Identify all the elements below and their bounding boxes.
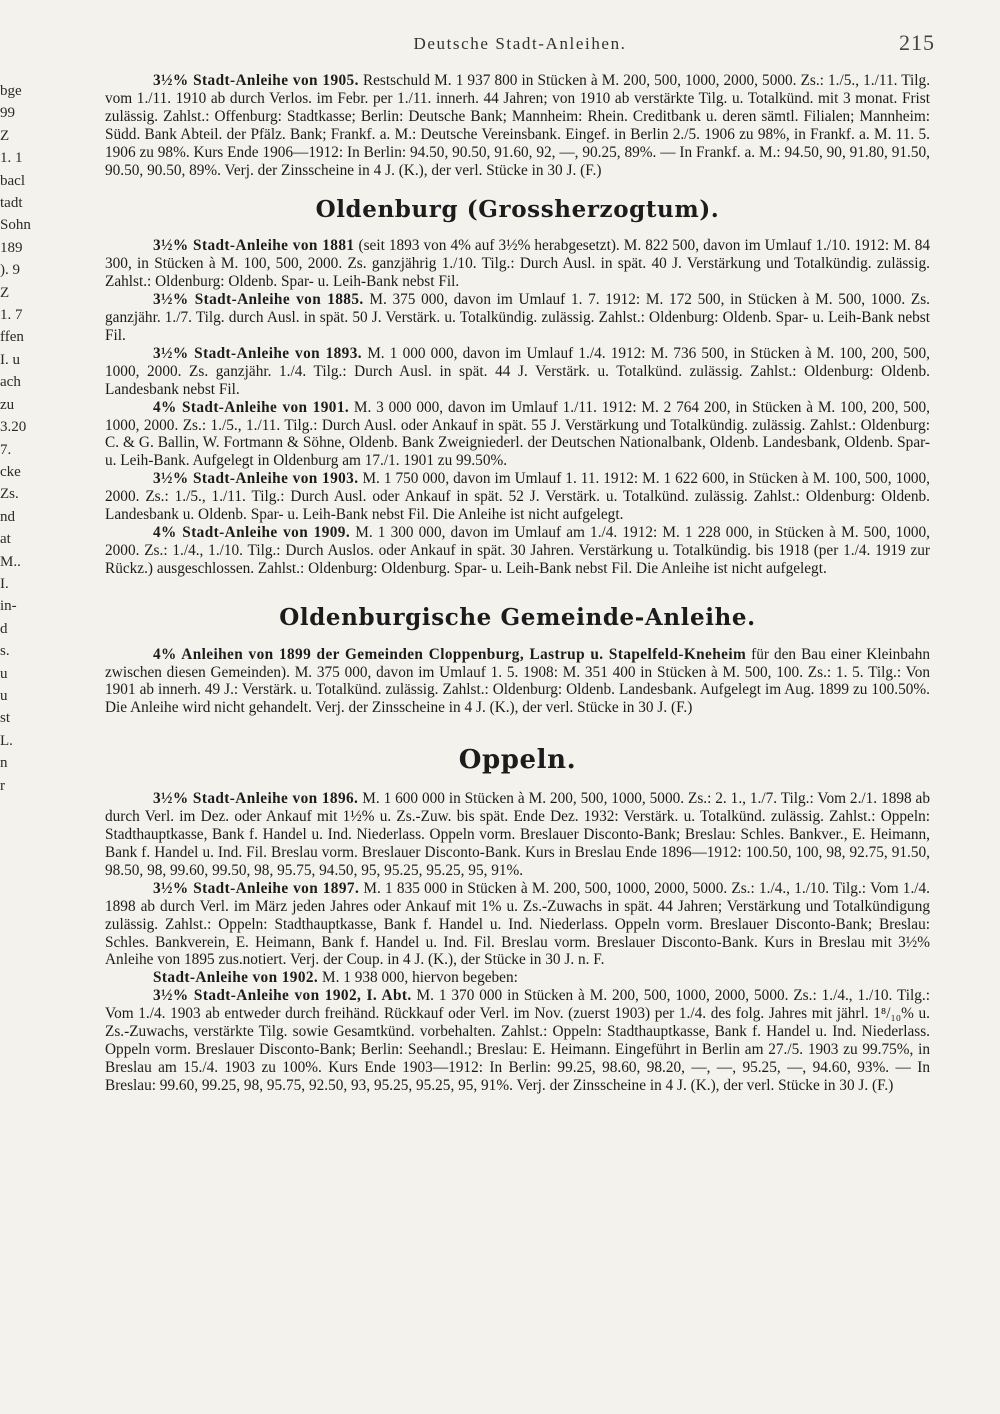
gutter-line: bge	[0, 83, 22, 99]
gutter-line: bacl	[0, 172, 25, 189]
gutter-line: ffen	[0, 329, 24, 346]
entry-title: 3½% Stadt-Anleihe von 1905.	[153, 72, 359, 89]
gutter-line: in-	[0, 598, 17, 615]
entry-text: M. 1 750 000, davon im Umlauf 1. 11. 1912: M. 1 622 600, in Stücken à M. 100, 500, 1000, 2000. Zs.: 1./5., 1./11. Tilg.: Durch Ausl. oder Ankauf in spät. 52 J. Verstärk. u. Totalkünd. zulässig. Zahlst.: Oldenburg: Oldenb. Landesbank u. Oldenb. Spar- u. Leih-Bank nebst Fil. Die Anleihe ist nicht aufgelegt.	[105, 470, 931, 524]
gutter-line: ach	[0, 374, 21, 391]
gutter-line: d	[0, 620, 8, 637]
entry-text: M. 1 835 000 in Stücken à M. 200, 500, 1000, 2000, 5000. Zs.: 1./4., 1./10. Tilg.: Vom 1./4. 1898 ab durch Verl. im März jeden Jahres oder Ankauf mit 1% u. Zs.-Zuwachs in spät. 44 Jahren; Verstärkung und Totalkündigung zulässig. Zahlst.: Oppeln: Stadthauptkasse, Bank f. Handel u. Ind. Niederlass. Oppeln vorm. Breslauer Disconto-Bank; Breslau: Schles. Bankverein, E. Heimann, Bank f. Handel u. Ind. Fil. Breslau vorm. Breslauer Disconto-Bank. Kurs in Breslau mit 3½% Anleihe von 1895 zus.notiert. Verj. der Coup. in 4 J. (K.), der Stücke in 30 J. n. F.	[105, 879, 931, 969]
entry-oldenburg-1909	[105, 524, 930, 578]
gutter-line: r	[0, 777, 5, 794]
entry-oppeln-1902-abt1	[105, 987, 930, 1094]
gutter-line: 1. 1	[0, 150, 23, 167]
entry-oldenburg-1901	[105, 399, 930, 471]
page-body	[105, 72, 930, 1095]
entry-oppeln-1902	[105, 969, 930, 987]
entry-title: 4% Stadt-Anleihe von 1909.	[153, 523, 351, 541]
entry-text: für den Bau einer Kleinbahn zwischen diesen Gemeinden). M. 375 000, davon im Umlauf 1. 5. 1908: M. 351 400 in Stücken à M. 500, 100. Zs.: 1. 5. Tilg.: Von 1901 ab innerh. 49 J.: Verstärk. u. Totalkünd. zulässig. Zahlst.: Oldenburg: Oldenb. Landesbank. Aufgelegt im Aug. 1899 zu 100.50%. Die Anleihe wird nicht gehandelt. Verj. der Zinsscheine in 4 J. (K.), der verl. Stücke in 30 J. (F.)	[105, 645, 931, 717]
entry-title: 3½% Stadt-Anleihe von 1902, I. Abt.	[153, 987, 412, 1005]
section-heading-oldenburg: Oldenburg (Grossherzogtum).	[315, 196, 720, 224]
entry-text: M. 1 300 000, davon im Umlauf am 1./4. 1912: M. 1 228 000, in Stücken à M. 500, 1000, 2000. Zs.: 1./4., 1./10. Tilg.: Durch Auslos. oder Ankauf in spät. 30 Jahren. Verstärkung u. Totalkündig. bis 1918 (per 1./4. 1919 zur Rückz.) ausgeschlossen. Zahlst.: Oldenburg: Oldenburg. Spar- u. Leih-Bank nebst Fil. Die Anleihe ist nicht aufgelegt.	[105, 523, 930, 577]
gutter-line: st	[0, 710, 11, 727]
gutter-line: cke	[0, 463, 21, 480]
gutter-line: Z	[0, 284, 10, 301]
gutter-line: 1. 7	[0, 307, 23, 324]
gutter-line: zu	[0, 396, 15, 413]
entry-title: 3½% Stadt-Anleihe von 1893.	[153, 344, 363, 362]
entry-title: 3½% Stadt-Anleihe von 1903.	[153, 470, 359, 488]
entry-title: 4% Stadt-Anleihe von 1901.	[153, 398, 350, 416]
gutter-line: 7.	[0, 441, 12, 458]
entry-text: (seit 1893 von 4% auf 3½% herabgesetzt). M. 822 500, davon im Umlauf 1./10. 1912: M. 84 300, in Stücken à M. 100, 500, 2000. Zs. ganzjährig 1./10. Tilg.: Durch Ausl. in spät. 40 J. Verstärkung und Totalkündig. zulässig. Zahlst.: Oldenburg: Oldenb. Spar- u. Leih-Bank nebst Fil.	[105, 237, 930, 291]
section-heading-gemeinde: Oldenburgische Gemeinde-Anleihe.	[279, 603, 756, 631]
entry-oldenburg-1881	[105, 237, 930, 291]
gutter-line: u	[0, 687, 8, 704]
entry-text: M. 1 370 000 in Stücken à M. 200, 500, 1000, 2000, 5000. Zs.: 1./4., 1./10. Tilg.: Vom 1./4. 1903 ab entweder durch freihänd. Rückkauf oder Verl. im Nov. (zuerst 1903) per 1./4. des folg. Jahres mit jährl. 1⁸/₁₀% u. Zs.-Zuwachs, verstärkte Tilg. sowie Gesamtkünd. vorbehalten. Zahlst.: Oppeln: Stadthauptkasse, Bank f. Handel u. Ind. Niederlass. Oppeln vorm. Breslauer Disconto-Bank; Berlin: Seehandl.; Breslau: E. Heimann. Eingeführt in Berlin am 27./5. 1903 zu 99.75%, in Breslau am 15./4. 1903 zu 100%. Kurs Ende 1903—1912: In Berlin: 99.25, 98.60, 98.20, —, —, 95.25, —, 94.60, 93%. — In Breslau: 99.60, 99.25, 98, 95.75, 92.50, 93, 95.25, 95.25, 95, 91%. Verj. der Zinsscheine in 4 J. (K.), der verl. Stücke in 30 J. (F.)	[105, 987, 931, 1094]
page-number: 215	[899, 30, 935, 55]
gutter-line: Z	[0, 127, 10, 144]
entry-title: 3½% Stadt-Anleihe von 1885.	[153, 291, 364, 309]
entry-oppeln-1897	[105, 880, 930, 970]
entry-text: M. 3 000 000, davon im Umlauf 1./11. 1912: M. 2 764 200, in Stücken à M. 100, 200, 500, 1000, 2000. Zs.: 1./5., 1./11. Tilg.: Durch Ausl. oder Ankauf in spät. 55 J. Verstärkung und Totalkündig. zulässig. Zahlst.: Oldenburg: C. & G. Ballin, W. Fortmann & Söhne, Oldenb. Bank Zweigniederl. der Deutschen Nationalbank, Oldenb. Landesbank, Oldenb. Spar- u. Leih-Bank. Aufgelegt in Oldenburg am 17./1. 1901 zu 99.50%.	[105, 398, 930, 470]
entry-title: 3½% Stadt-Anleihe von 1896.	[153, 790, 359, 808]
gutter-line: 3.20	[0, 419, 27, 436]
entry-oppeln-1896	[105, 790, 930, 880]
entry-title: 4% Anleihen von 1899 der Gemeinden Cloppenburg, Lastrup u. Stapelfeld-Kneheim	[153, 645, 747, 663]
left-gutter-fragments	[0, 80, 42, 840]
gutter-line: Zs.	[0, 486, 19, 503]
gutter-line: I. u	[0, 351, 20, 368]
entry-oldenburg-1903	[105, 470, 930, 524]
gutter-line: s.	[0, 643, 10, 660]
entry-text: Restschuld M. 1 937 800 in Stücken à M. 200, 500, 1000, 2000, 5000. Zs.: 1./5., 1./11. Tilg. vom 1./11. 1910 ab durch Verlos. im Febr. per 1./11. innerh. 44 Jahren; von 1910 ab verstärkte Tilg. u. Totalkünd. mit 3 monat. Frist zulässig. Zahlst.: Offenburg: Stadtkasse; Berlin: Deutsche Bank; Mannheim: Rhein. Creditbank u. deren sämtl. Filialen; Mannheim: Südd. Bank Abteil. der Pfälz. Bank; Frankf. a. M.: Deutsche Vereinsbank. Eingef. in Berlin 2./5. 1906 zu 98%, in Frankf. a. M. 11. 5. 1906 zu 98%. Kurs Ende 1906—1912: In Berlin: 94.50, 90.50, 91.60, 92, —, 90.25, 89%. — In Frankf. a. M.: 94.50, 90, 91.80, 91.50, 90.50, 90.50, 89%. Verj. der Zinsscheine in 4 J. (K.), der verl. Stücke in 30 J. (F.)	[105, 72, 931, 179]
entry-oldenburg-1885	[105, 291, 930, 345]
gutter-line: 99	[0, 105, 15, 122]
entry-text: M. 1 000 000, davon im Umlauf 1./4. 1912: M. 736 500, in Stücken à M. 100, 200, 500, 1000, 2000. Zs. ganzjähr. 1./4. Tilg.: Durch Ausl. in spät. 44 J. Verstärk. u. Totalkünd. zulässig. Zahlst.: Oldenburg: Oldenb. Landesbank nebst Fil.	[105, 344, 931, 398]
entry-gemeinde-1899	[105, 646, 930, 718]
entry-title: 3½% Stadt-Anleihe von 1881	[153, 237, 355, 255]
entry-title: Stadt-Anleihe von 1902.	[153, 969, 319, 987]
entry-text: M. 375 000, davon im Umlauf 1. 7. 1912: M. 172 500, in Stücken à M. 500, 1000. Zs. ganzjähr. 1./7. Tilg. durch Ausl. in spät. 50 J. Verstärk. u. Totalkündig. zulässig. Zahlst.: Oldenburg: Oldenb. Spar- u. Leih-Bank nebst Fil.	[105, 291, 931, 344]
gutter-line: n	[0, 755, 8, 772]
gutter-line: tadt	[0, 195, 23, 212]
gutter-line: Sohn	[0, 217, 31, 234]
entry-title: 3½% Stadt-Anleihe von 1897.	[153, 879, 360, 897]
entry-offenburg-1905	[105, 72, 930, 179]
gutter-line: I.	[0, 575, 9, 592]
gutter-line: L.	[0, 732, 13, 749]
section-heading-oppeln: Oppeln.	[458, 745, 577, 776]
entry-text: M. 1 600 000 in Stücken à M. 200, 500, 1000, 5000. Zs.: 2. 1., 1./7. Tilg.: Vom 2./1. 1898 ab durch Verl. im Dez. oder Ankauf mit 1½% u. Zs.-Zuw. bis spät. Ende Dez. 1932: Verstärk. u. Totalkünd. zulässig. Zahlst.: Oppeln: Stadthauptkasse, Bank f. Handel u. Ind. Niederlass. Oppeln vorm. Breslauer Disconto-Bank; Breslau: Schles. Bankver., E. Heimann, Bank f. Handel u. Ind. Fil. Breslau vorm. Breslauer Disconto-Bank. Kurs in Breslau Ende 1896—1912: 100.50, 100, 98, 92.75, 91.50, 98.50, 98, 99.60, 99.50, 98, 95.75, 94.50, 95, 95.25, 95.25, 95, 91%.	[105, 790, 930, 879]
gutter-line: ). 9	[0, 262, 20, 279]
running-title: Deutsche Stadt-Anleihen.	[413, 34, 627, 53]
entry-text: M. 1 938 000, hiervon begeben:	[322, 969, 518, 987]
gutter-line: 189	[0, 239, 23, 256]
gutter-line: nd	[0, 508, 15, 525]
page-header	[105, 30, 935, 56]
gutter-line: at	[0, 531, 11, 548]
gutter-line: M..	[0, 553, 21, 570]
gutter-line: u	[0, 665, 8, 682]
entry-oldenburg-1893	[105, 345, 930, 399]
